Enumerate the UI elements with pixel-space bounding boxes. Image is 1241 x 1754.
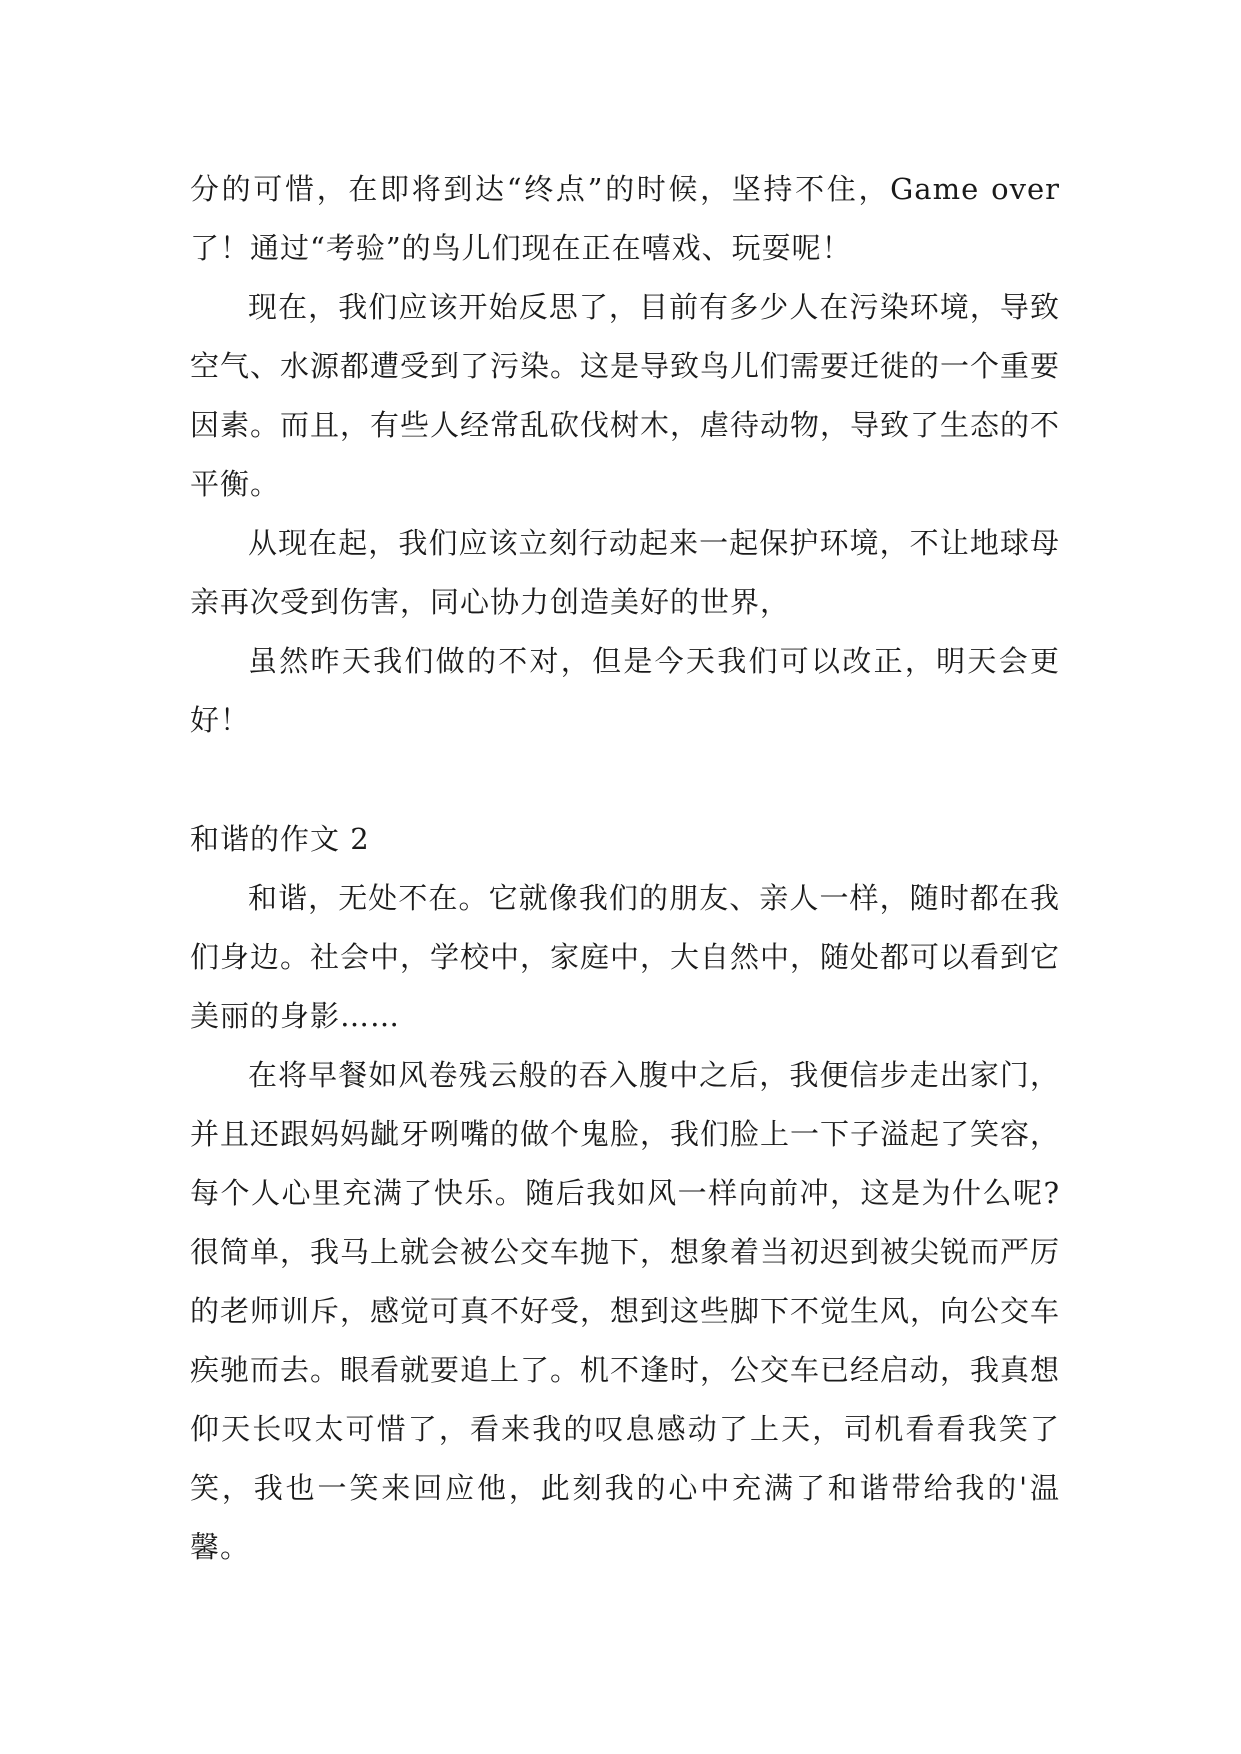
paragraph-tomorrow: 虽然昨天我们做的不对，但是今天我们可以改正，明天会更好！: [190, 644, 1060, 737]
paragraph-continued: 分的可惜，在即将到达“终点”的时候，坚持不住，Game over了！通过“考验”的鸟儿们现在正在嘻戏、玩耍呢！: [190, 172, 1060, 265]
paragraph-harmony-intro: 和谐，无处不在。它就像我们的朋友、亲人一样，随时都在我们身边。社会中，学校中，家庭中，大自然中，随处都可以看到它美丽的身影……: [190, 881, 1061, 1033]
paragraph-action: 从现在起，我们应该立刻行动起来一起保护环境，不让地球母亲再次受到伤害，同心协力创造美好的世界，: [190, 526, 1060, 619]
paragraph-harmony-story: 在将早餐如风卷残云般的吞入腹中之后，我便信步走出家门，并且还跟妈妈龇牙咧嘴的做个鬼脸，我们脸上一下子溢起了笑容，每个人心里充满了快乐。随后我如风一样向前冲，这是为什么呢?很简单，我马上就会被公交车抛下，想象着当初迟到被尖锐而严厉的老师训斥，感觉可真不好受，想到这些脚下不觉生风，向公交车疾驰而去。眼看就要追上了。机不逢时，公交车已经启动，我真想仰天长叹太可惜了，看来我的叹息感动了上天，司机看看我笑了笑，我也一笑来回应他，此刻我的心中充满了和谐带给我的'温馨。: [190, 1058, 1061, 1564]
essay-title: 和谐的作文 2: [190, 822, 370, 856]
paragraph-reflection: 现在，我们应该开始反思了，目前有多少人在污染环境，导致空气、水源都遭受到了污染。这是导致鸟儿们需要迁徙的一个重要因素。而且，有些人经常乱砍伐树木，虐待动物，导致了生态的不平衡。: [190, 290, 1061, 501]
document-body: [190, 160, 1060, 1577]
